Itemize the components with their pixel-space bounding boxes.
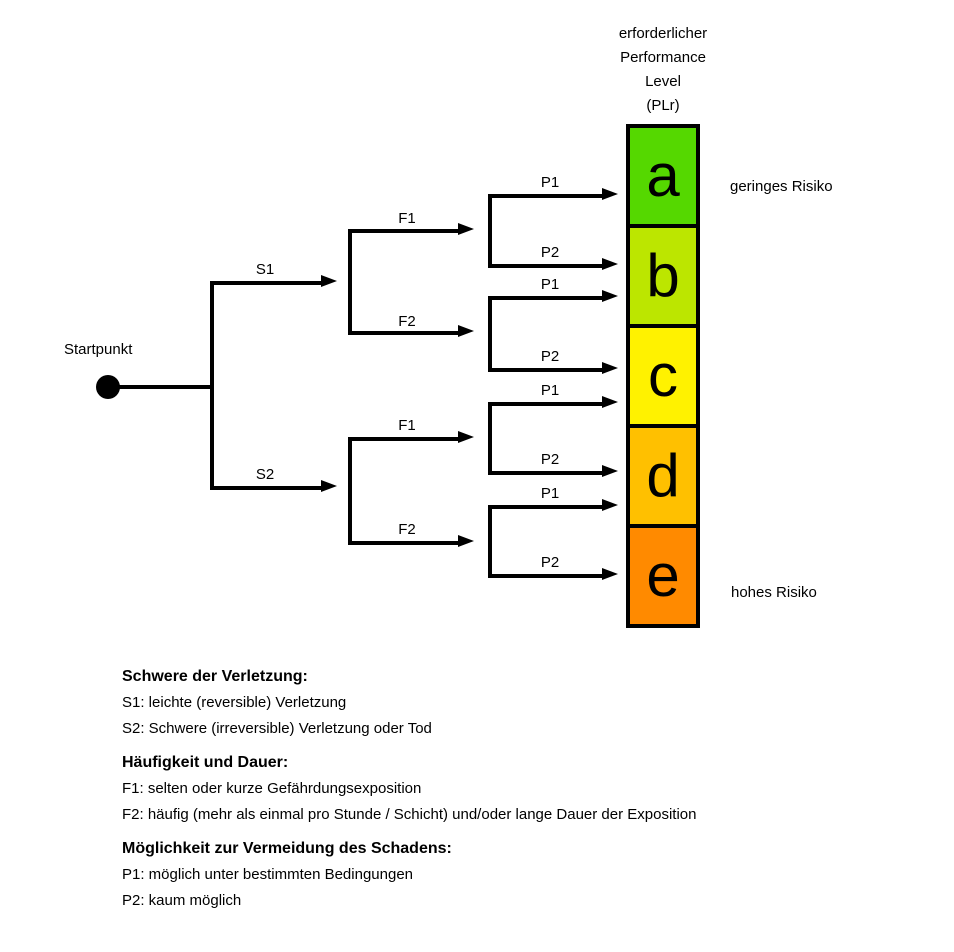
line-p-split-s2f1 — [488, 402, 492, 475]
legend-section-frequency — [122, 750, 912, 828]
label-s2-f1: F1 — [398, 417, 416, 434]
arrow-s1-f2 — [348, 331, 458, 335]
label-s1-f2: F2 — [398, 313, 416, 330]
legend-title-avoidance: Möglichkeit zur Vermeidung des Schadens: — [122, 840, 452, 857]
arrow-s1-f2-p1 — [488, 296, 602, 300]
arrow-s2-f2 — [348, 541, 458, 545]
pl-box-e: e — [626, 524, 700, 628]
label-s1-f2-p2: P2 — [540, 348, 560, 365]
pl-box-b: b — [626, 224, 700, 328]
column-header-line: Performance — [620, 49, 706, 66]
legend-item: S2: Schwere (irreversible) Verletzung oder Tod — [122, 720, 432, 737]
legend-section-severity — [122, 664, 912, 742]
legend-title-severity: Schwere der Verletzung: — [122, 668, 308, 685]
line-f-split-s1 — [348, 229, 352, 335]
column-header-line: Level — [645, 73, 681, 90]
pl-box-d: d — [626, 424, 700, 528]
label-s2: S2 — [255, 466, 275, 483]
label-s1-f1-p1: P1 — [540, 174, 560, 191]
label-s1-f2-p1: P1 — [540, 276, 560, 293]
legend-item: P1: möglich unter bestimmten Bedingungen — [122, 866, 414, 883]
high-risk-label: hohes Risiko — [731, 584, 817, 601]
label-s1: S1 — [255, 261, 275, 278]
arrow-s2-f1 — [348, 437, 458, 441]
label-s1-f1-p2: P2 — [540, 244, 560, 261]
line-p-split-s1f2 — [488, 296, 492, 372]
line-start — [108, 385, 212, 389]
label-s2-f1-p1: P1 — [540, 382, 560, 399]
arrow-s2-f2-p1 — [488, 505, 602, 509]
label-s2-f1-p2: P2 — [540, 451, 560, 468]
column-header-line: erforderlicher — [618, 25, 708, 42]
column-header-line: (PLr) — [646, 97, 680, 114]
arrow-s2-f1-p1 — [488, 402, 602, 406]
pl-box-c: c — [626, 324, 700, 428]
line-f-split-s2 — [348, 437, 352, 545]
legend-item: S1: leichte (reversible) Verletzung — [122, 694, 347, 711]
arrow-s1-f1-p2 — [488, 264, 602, 268]
arrow-s2-f1-p2 — [488, 471, 602, 475]
line-s-split — [210, 281, 214, 490]
label-s2-f2: F2 — [398, 521, 416, 538]
start-label: Startpunkt — [64, 341, 133, 358]
arrow-s1 — [210, 281, 321, 285]
arrow-s1-f2-p2 — [488, 368, 602, 372]
legend-section-avoidance — [122, 836, 912, 914]
performance-level-column — [626, 124, 700, 628]
label-s1-f1: F1 — [398, 210, 416, 227]
line-p-split-s1f1 — [488, 194, 492, 268]
legend-title-frequency: Häufigkeit und Dauer: — [122, 754, 289, 771]
legend — [122, 664, 912, 914]
arrow-s2 — [210, 486, 321, 490]
legend-item: F2: häufig (mehr als einmal pro Stunde / Schicht) und/oder lange Dauer der Exposition — [122, 806, 697, 823]
line-p-split-s2f2 — [488, 505, 492, 578]
legend-item: P2: kaum möglich — [122, 892, 242, 909]
legend-item: F1: selten oder kurze Gefährdungsexposition — [122, 780, 422, 797]
arrow-s2-f2-p2 — [488, 574, 602, 578]
low-risk-label: geringes Risiko — [730, 178, 833, 195]
label-s2-f2-p1: P1 — [540, 485, 560, 502]
column-header — [583, 22, 743, 118]
pl-box-a: a — [626, 124, 700, 228]
label-s2-f2-p2: P2 — [540, 554, 560, 571]
arrow-s1-f1-p1 — [488, 194, 602, 198]
arrow-s1-f1 — [348, 229, 458, 233]
